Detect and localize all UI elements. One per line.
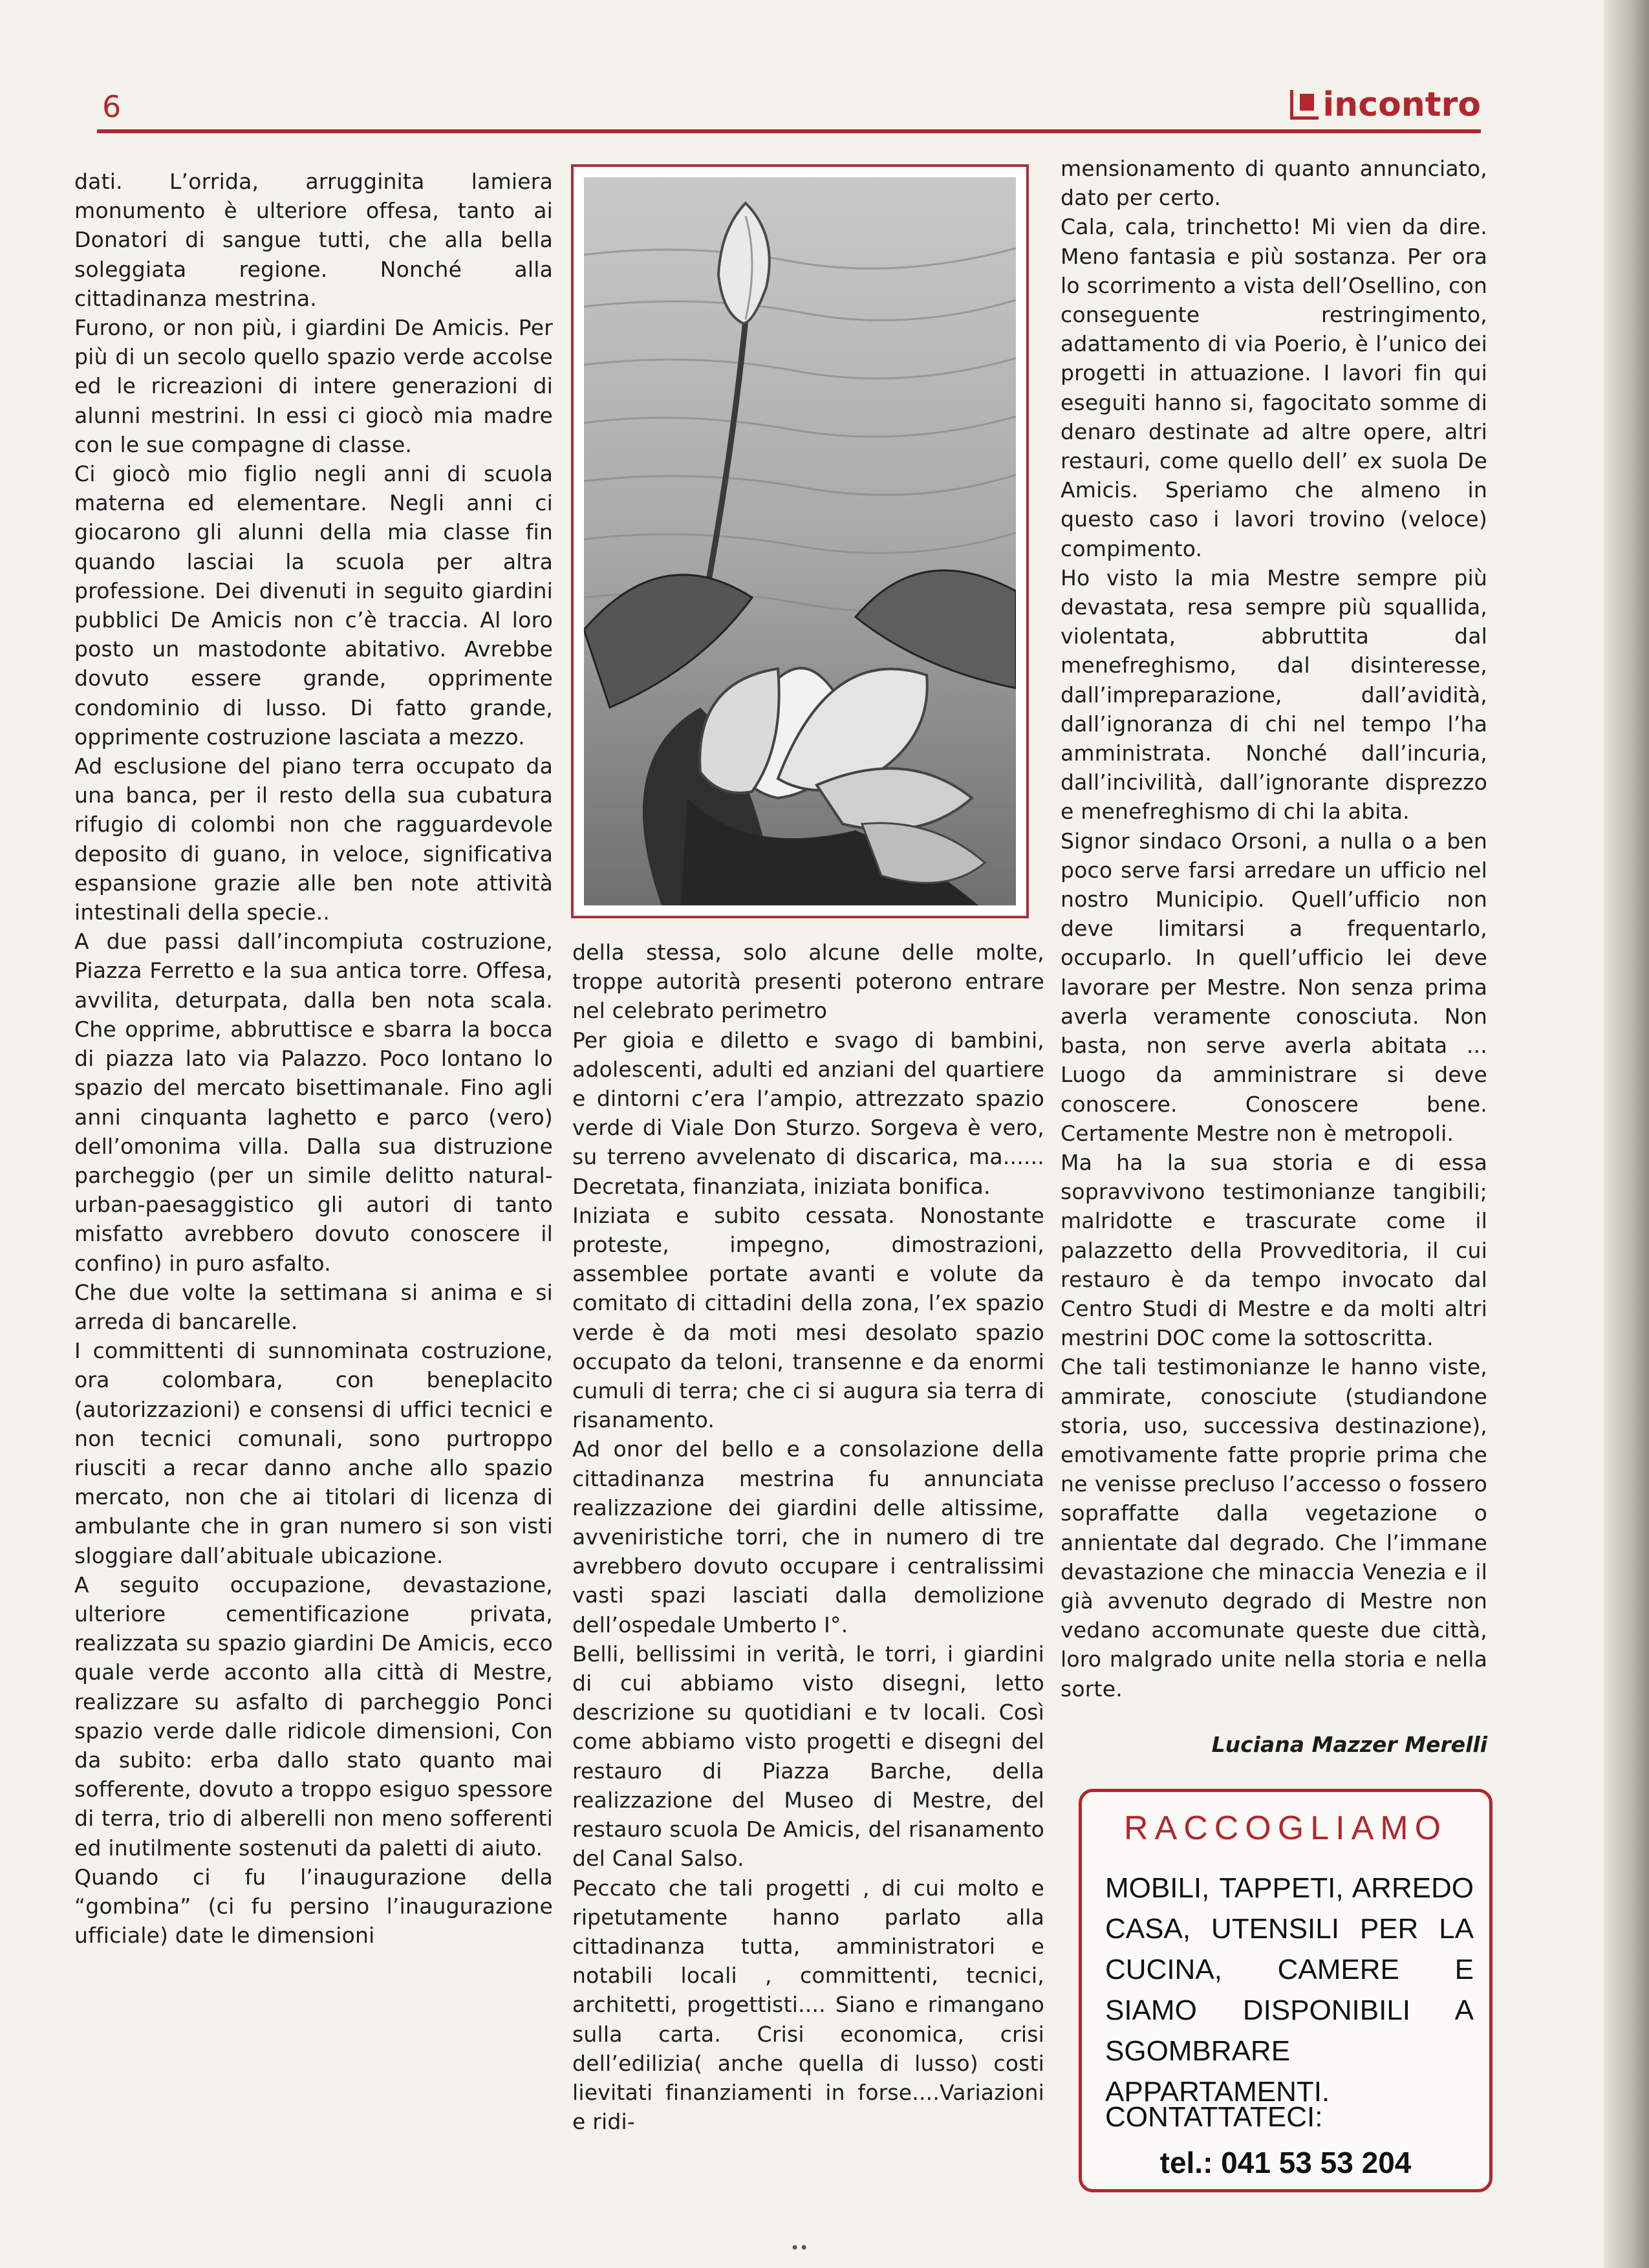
paragraph: A seguito occupazione, devastazione, ulteriore cementificazione privata, realizzata su spazio giardini De Amicis, ecco quale verde acconto alla città di Mestre, realizzare su asfalto di parcheggio Ponci spazio verde dalle ridicole dimensioni, Con da subito: erba dallo stato quanto mai sofferente, dovuto a troppo esiguo spessore di terra, trio di alberelli non meno sofferenti ed inutilmente sostenuti da paletti di aiuto. — [74, 1571, 553, 1861]
footer-mark: •• — [790, 2239, 809, 2257]
ad-title: RACCOGLIAMO — [1123, 1809, 1448, 1847]
lotus-photo — [571, 164, 1029, 918]
masthead-title: incontro — [1322, 85, 1481, 124]
ad-body: MOBILI, TAPPETI, ARREDO CASA, UTENSILI PER LA CUCINA, CAMERE E SIAMO DISPONIBILI A SGOMBRARE APPARTAMENTI. — [1105, 1872, 1474, 2108]
paragraph: Per gioia e diletto e svago di bambini, adolescenti, adulti ed anziani del quartiere e dintorni c’era l’ampio, attrezzato spazio verde di Viale Don Sturzo. Sorgeva è vero, su terreno avvelenato di discarica, ma...... Decretata, finanziata, iniziata bonifica. — [572, 1027, 1044, 1199]
ad-phone-number: tel.: 041 53 53 204 — [1159, 2146, 1412, 2179]
paragraph: Furono, or non più, i giardini De Amicis. Per più di un secolo quello spazio verde accolse ed le ricreazioni di intere generazioni di alunni mestrini. In essi ci giocò mia madre con le sue compagne di classe. — [74, 315, 553, 457]
paragraph: Ad onor del bello e a consolazione della cittadinanza mestrina fu annunciata realizzazione dei giardini delle altissime, avveniristiche torri, che in numero di tre avrebbero dovuto occupare i centralissimi vasti spazi lasciati dalla demolizione dell’ospedale Umberto I°. — [572, 1436, 1044, 1637]
author-byline: Luciana Mazzer Merelli — [1211, 1732, 1487, 1757]
page-header — [97, 83, 1481, 128]
page-binding-edge — [1604, 0, 1649, 2268]
paragraph: A due passi dall’incompiuta costruzione, Piazza Ferretto e la sua antica torre. Offesa, avvilita, deturpata, dalla ben nota scala. Che opprime, abbruttisce e sbarra la bocca di piazza lato via Palazzo. Poco lontano lo spazio del mercato bisettimanale. Fino agli anni cinquanta laghetto e parco (vero) dell’omonima villa. Dalla sua distruzione parcheggio (per un simile delitto natural-urban-paesaggistico gli autori di tanto misfatto avrebbero dovuto conoscere il confino) in puro asfalto. — [74, 929, 553, 1276]
paragraph: Ho visto la mia Mestre sempre più devastata, resa sempre più squallida, violentata, abbruttita dal menefreghismo, dal disinteresse, dall’impreparazione, dall’avidità, dall’ignoranza di chi nel tempo l’ha amministrata. Nonché dall’incuria, dall’incivilità, dall’ignorante disprezzo e menefreghismo di chi la abita. — [1061, 565, 1487, 825]
paragraph: Ma ha la sua storia e di essa sopravvivono testimonianze tangibili; malridotte e trascurate come il palazzetto della Provveditoria, il cui restauro è da tempo invocato dal Centro Studi di Mestre e da molti altri mestrini DOC come la sottoscritta. — [1061, 1149, 1487, 1351]
paragraph: mensionamento di quanto annunciato, dato per certo. — [1061, 156, 1487, 211]
paragraph: Signor sindaco Orsoni, a nulla o a ben poco serve farsi arredare un ufficio nel nostro Municipio. Quell’ufficio non deve limitarsi a frequentarlo, occuparlo. In quell’ufficio lei deve lavorare per Mestre. Non senza prima averla veramente conosciuta. Non basta, non serve averla abitata ... Luogo da amministrare si deve conoscere. Conoscere bene. Certamente Mestre non è metropoli. — [1061, 828, 1487, 1146]
paragraph: Che due volte la settimana si anima e si arreda di bancarelle. — [74, 1279, 553, 1334]
lotus-illustration — [584, 177, 1016, 905]
paragraph: della stessa, solo alcune delle molte, troppe autorità presenti poterono entrare nel celebrato perimetro — [572, 940, 1044, 1024]
page-number: 6 — [102, 89, 122, 124]
paragraph: Belli, bellissimi in verità, le torri, i giardini di cui abbiamo visto disegni, letto descrizione su quotidiani e tv locali. Così come abbiamo visto progetti e disegni del restauro di Piazza Barche, della realizzazione del Museo di Mestre, del restauro scuola De Amicis, del risanamento del Canal Salso. — [572, 1641, 1044, 1872]
paragraph: Quando ci fu l’inaugurazione della “gombina” (ci fu persino l’inaugurazione ufficiale) date le dimensioni — [74, 1864, 553, 1949]
header-rule — [97, 129, 1481, 133]
paragraph: dati. L’orrida, arrugginita lamiera monumento è ulteriore offesa, tanto ai Donatori di sangue tutti, che alla bella soleggiata regione. Nonché alla cittadinanza mestrina. — [74, 169, 553, 311]
classified-ad-box — [1079, 1789, 1493, 2192]
paragraph: Ad esclusione del piano terra occupato da una banca, per il resto della sua cubatura rifugio di colombi non che ragguardevole deposito di guano, in veloce, significativa espansione grazie alle ben note attività intestinali della specie.. — [74, 753, 553, 925]
paragraph: Cala, cala, trinchetto! Mi vien da dire. Meno fantasia e più sostanza. Per ora lo scorrimento a vista dell’Osellino, con conseguente restringimento, adattamento di via Poerio, è l’unico dei progetti in attuazione. I lavori fin qui eseguiti hanno si, fagocitato somme di denaro destinate ad altre opere, altri restauri, come quello dell’ ex suola De Amicis. Speriamo che almeno in questo caso i lavori trovino (veloce) compimento. — [1061, 214, 1487, 561]
paragraph: Iniziata e subito cessata. Nonostante proteste, impegno, dimostrazioni, assemblee portate avanti e volute da comitato di cittadini della zona, l’ex spazio verde è da moti mesi desolato spazio occupato da teloni, transenne e da enormi cumuli di terra; che ci si augura sia terra di risanamento. — [572, 1202, 1044, 1433]
ad-contact-label: CONTATTATECI: — [1105, 2101, 1323, 2133]
masthead — [1290, 85, 1481, 124]
paragraph: Ci giocò mio figlio negli anni di scuola materna ed elementare. Negli anni ci giocarono gli alunni della mia classe fin quando lasciai la scuola per altra professione. Dei divenuti in seguito giardini pubblici De Amicis non c’è traccia. Al loro posto un mastodonte abitativo. Avrebbe dovuto essere grande, opprimente condominio di lusso. Di fatto grande, opprimente costruzione lasciata a mezzo. — [74, 461, 553, 750]
article-column-1 — [74, 167, 553, 1950]
article-column-3 — [1061, 154, 1487, 1703]
paragraph: Che tali testimonianze le hanno viste, ammirate, conosciute (studiandone storia, uso, successiva destinazione), emotivamente fatte proprie prima che ne venisse precluso l’accesso o fossero sopraffatte dalla vegetazione o annientate dal degrado. Che l’immane devastazione che minaccia Venezia e il già avvenuto degrado di Mestre non vedano accomunate queste due città, loro malgrado unite nella storia e nella sorte. — [1061, 1354, 1487, 1701]
paragraph: Peccato che tali progetti , di cui molto e ripetutamente hanno parlato alla cittadinanza tutta, amministratori e notabili locali , committenti, tecnici, architetti, progettisti.... Siano e rimangano sulla carta. Crisi economica, crisi dell’edilizia( anche quella di lusso) costi lievitati finanziamenti in forse....Variazioni e ridi- — [572, 1875, 1044, 2135]
article-column-2 — [572, 938, 1044, 2136]
paragraph: I committenti di sunnominata costruzione, ora colombara, con beneplacito (autorizzazioni) e consensi di uffici tecnici e non tecnici comunali, sono purtroppo riusciti a recar danno anche allo spazio mercato, non che ai titolari di licenza di ambulante che in gran numero si son visti sloggiare dall’abituale ubicazione. — [74, 1338, 553, 1568]
masthead-logo-icon — [1290, 90, 1319, 120]
